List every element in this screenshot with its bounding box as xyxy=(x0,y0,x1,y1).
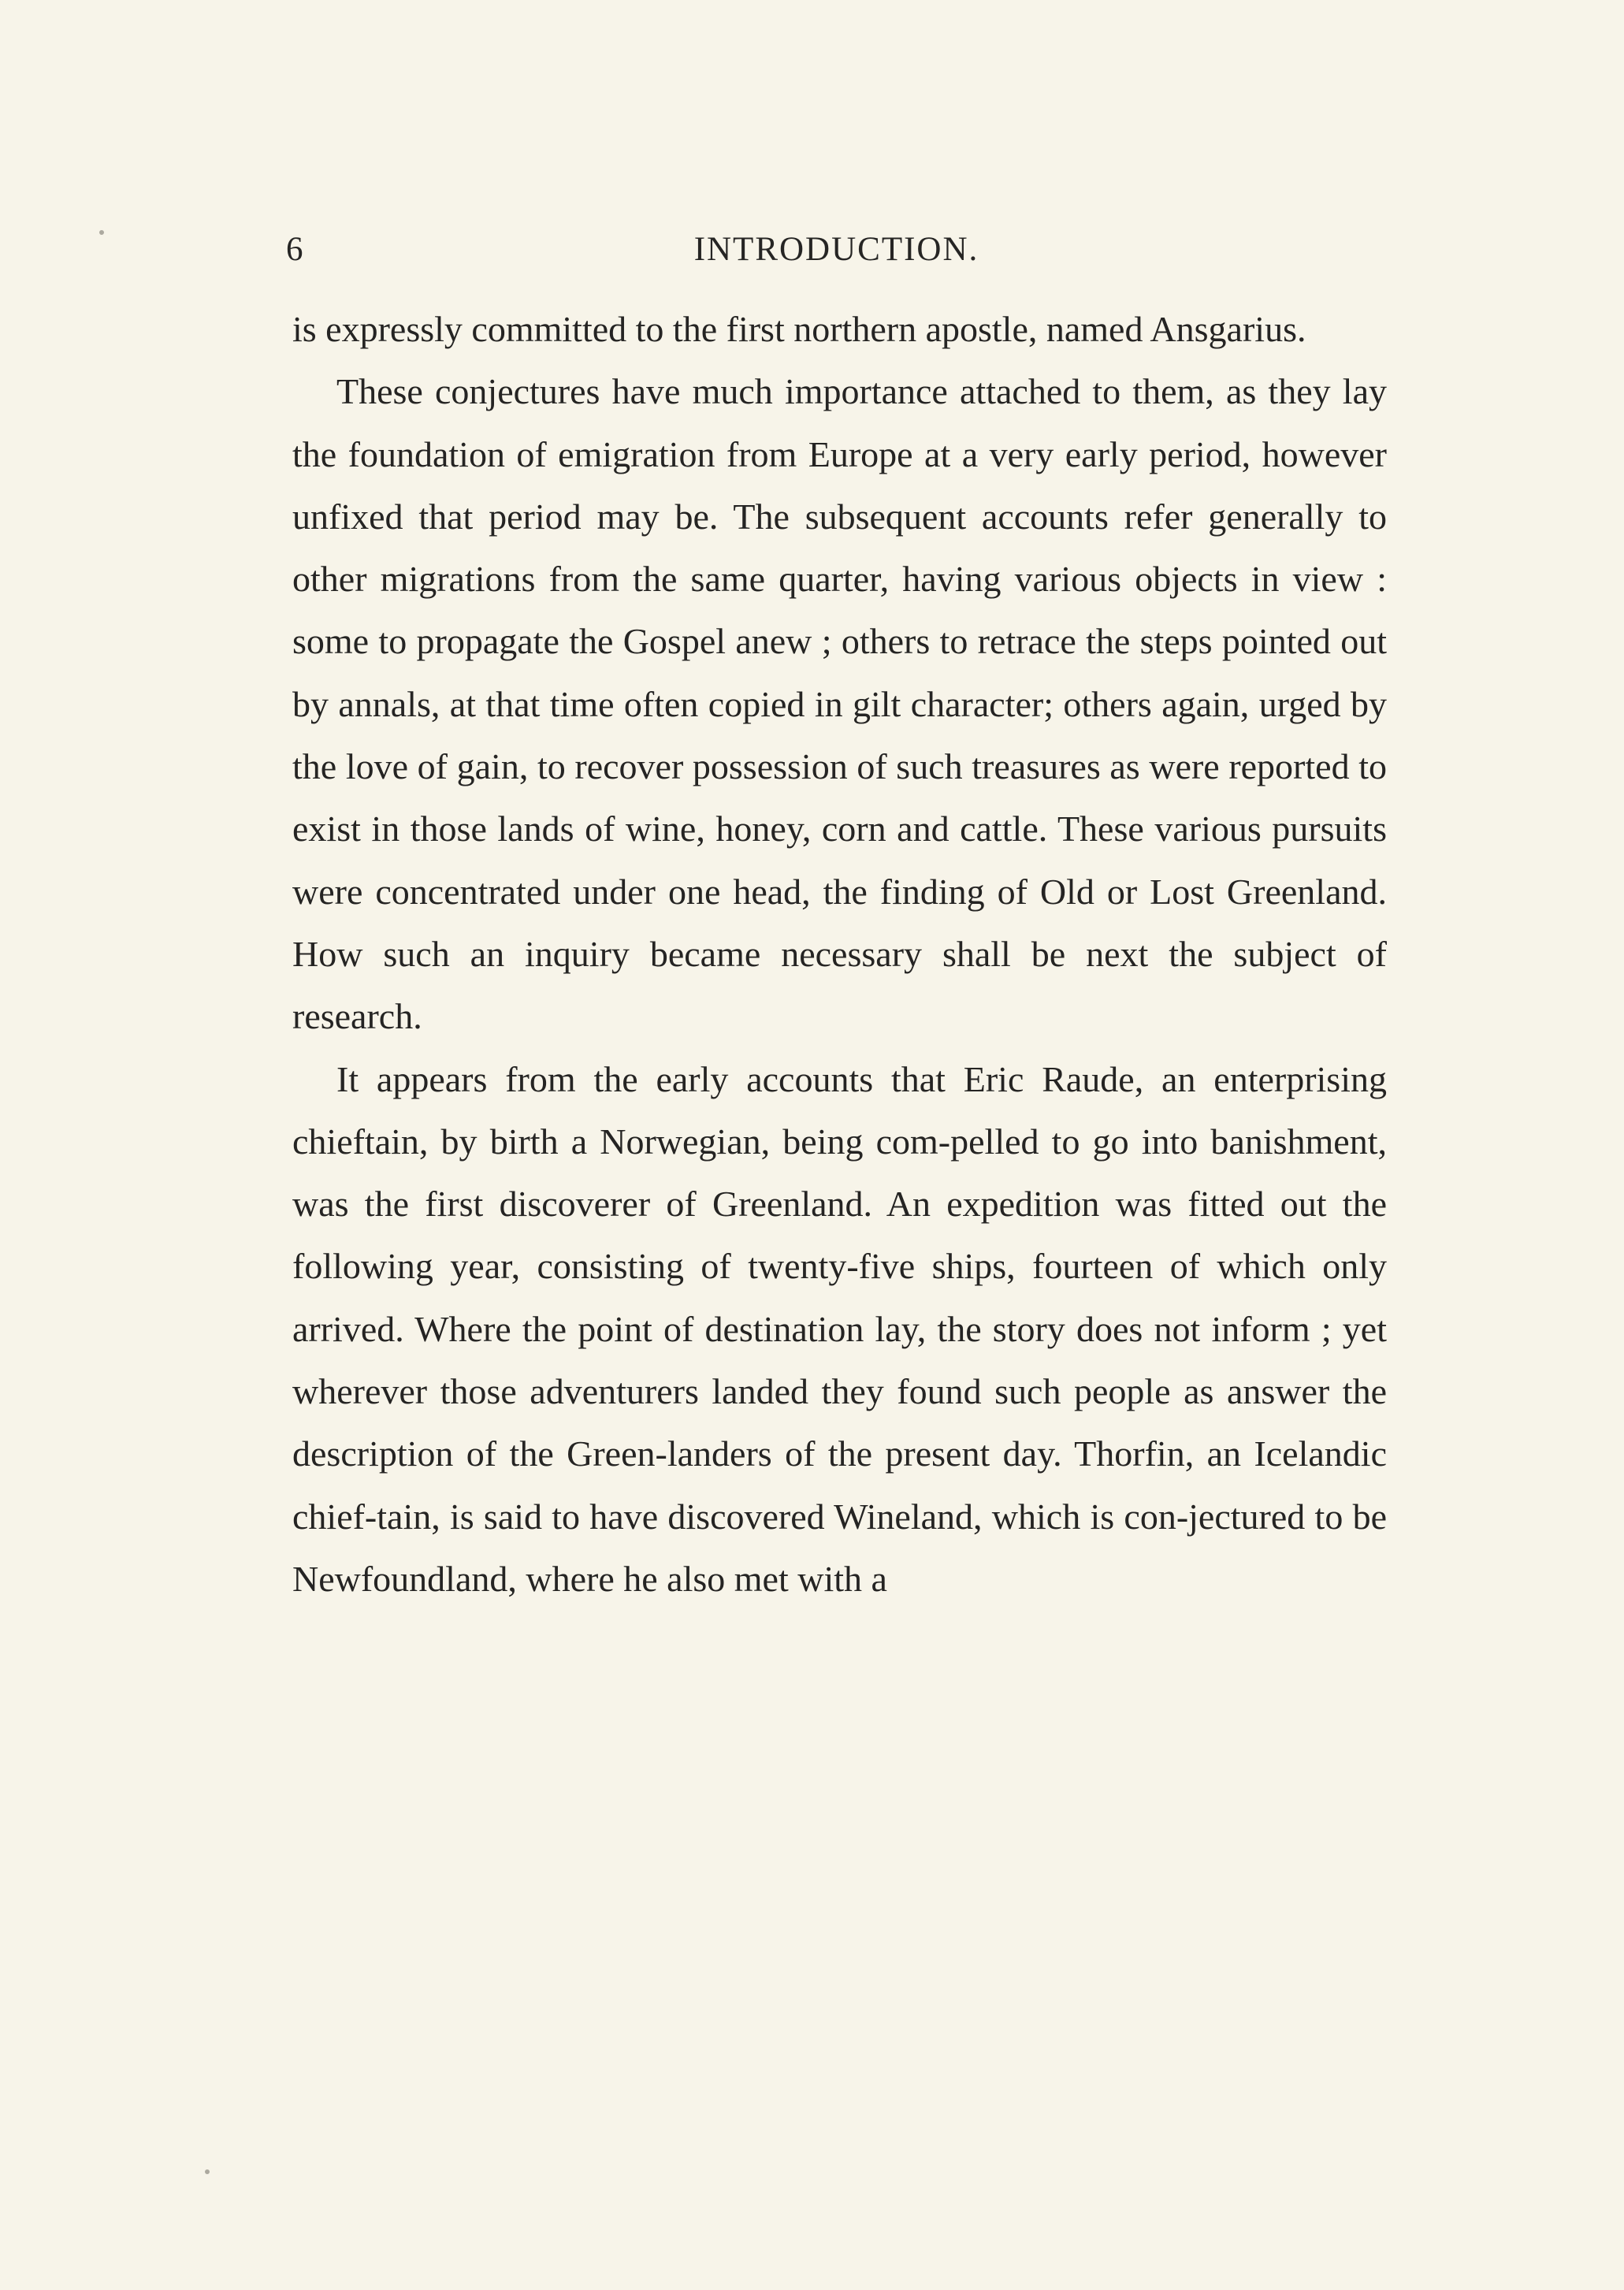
paper-speck xyxy=(205,2169,210,2174)
page-number: 6 xyxy=(286,231,303,268)
paragraph: These conjectures have much importance attached to them, as they lay the foundation of emigration from Europe at a very early period, however unfixed that period may be. The subsequent accounts refer generally to other migrations from the same quarter, having various objects in view : some to propagate the Gospel anew ; others to retrace the steps pointed out by annals, at that time often copied in gilt character; others again, urged by the love of gain, to recover possession of such treasures as were reported to exist in those lands of wine, honey, corn and cattle. These various pursuits were concentrated under one head, the finding of Old or Lost Greenland. How such an inquiry became necessary shall be next the subject of research. xyxy=(292,371,1387,1037)
paper-speck xyxy=(99,230,104,235)
paragraph: is expressly committed to the first northern apostle, named Ansgarius. xyxy=(292,309,1306,349)
body-text xyxy=(292,298,1387,1610)
page-header xyxy=(286,222,1387,277)
paragraph: It appears from the early accounts that Eric Raude, an enterprising chieftain, by birth a Norwegian, being com-pelled to go into banishment, was the first discoverer of Greenland. An expedition was fitted out the following year, consisting of twenty-five ships, fourteen of which only arrived. Where the point of destination lay, the story does not inform ; yet wherever those adventurers landed they found such people as answer the description of the Green-landers of the present day. Thorfin, an Icelandic chief-tain, is said to have discovered Wineland, which is con-jectured to be Newfoundland, where he also met with a xyxy=(292,1058,1387,1599)
running-head: INTRODUCTION. xyxy=(693,231,979,268)
